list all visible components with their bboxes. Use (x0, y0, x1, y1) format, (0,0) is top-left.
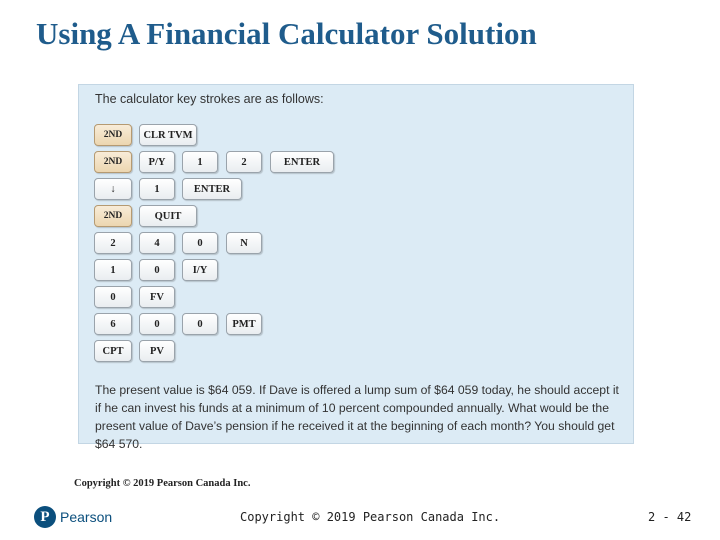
key-clr-tvm: CLR TVM (139, 124, 197, 146)
key-2: 2 (226, 151, 262, 173)
key-1: 1 (139, 178, 175, 200)
slide-title: Using A Financial Calculator Solution (36, 16, 537, 51)
pearson-logo (34, 506, 112, 528)
key-0: 0 (182, 232, 218, 254)
key-6: 6 (94, 313, 132, 335)
key-2: 2 (94, 232, 132, 254)
key-0: 0 (139, 313, 175, 335)
key-fv: FV (139, 286, 175, 308)
key-py: P/Y (139, 151, 175, 173)
key-2nd: 2ND (94, 151, 132, 173)
key-quit: QUIT (139, 205, 197, 227)
key-iy: I/Y (182, 259, 218, 281)
logo-text: Pearson (60, 509, 113, 525)
key-2nd: 2ND (94, 205, 132, 227)
down-arrow-icon: ↓ (94, 178, 132, 200)
key-enter: ENTER (270, 151, 334, 173)
key-0: 0 (182, 313, 218, 335)
book-copyright: Copyright © 2019 Pearson Canada Inc. (74, 478, 251, 489)
calculator-figure (78, 84, 634, 451)
key-0: 0 (139, 259, 175, 281)
key-1: 1 (94, 259, 132, 281)
key-enter: ENTER (182, 178, 242, 200)
key-2nd: 2ND (94, 124, 132, 146)
key-cpt: CPT (94, 340, 132, 362)
answer-text: The present value is $64 059. If Dave is offered a lump sum of $64 059 today, he should accept it if he can invest his funds at a minimum of 10 percent compounded annually. What would be the present value of Dave’s pension if he received it at the beginning of each month? You should get $64 570. (95, 383, 619, 451)
keystrokes-intro: The calculator key strokes are as follows: (95, 92, 324, 106)
key-pv: PV (139, 340, 175, 362)
key-4: 4 (139, 232, 175, 254)
pearson-logo-icon: P (34, 506, 56, 528)
footer-copyright: Copyright © 2019 Pearson Canada Inc. (240, 510, 501, 524)
key-1: 1 (182, 151, 218, 173)
key-0: 0 (94, 286, 132, 308)
key-pmt: PMT (226, 313, 262, 335)
slide-number: 2 - 42 (648, 510, 692, 524)
key-n: N (226, 232, 262, 254)
